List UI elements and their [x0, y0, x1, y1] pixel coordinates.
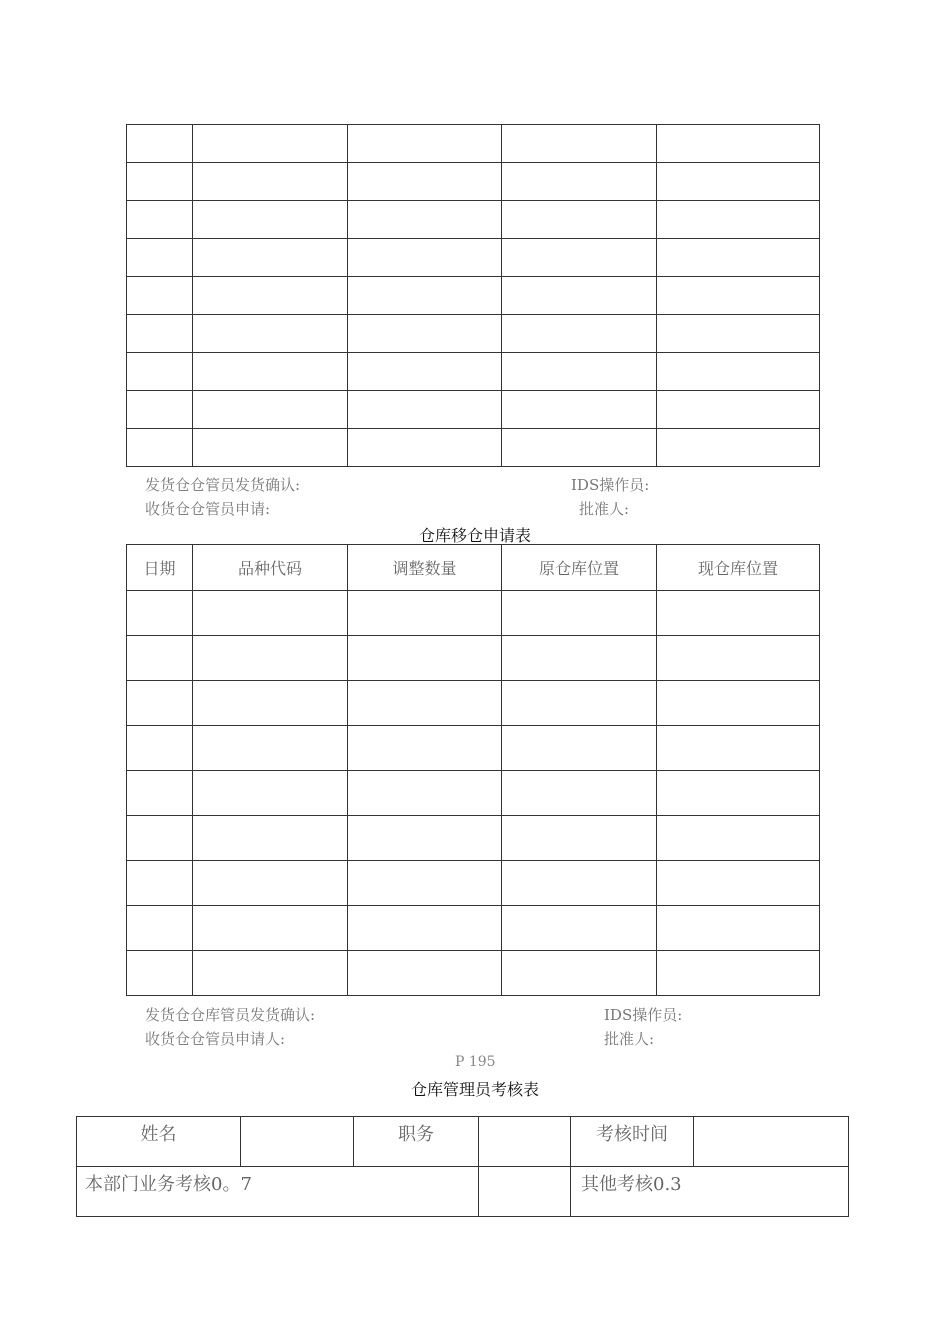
approver-label-2: 批准人:: [604, 1030, 655, 1048]
table-row: [127, 239, 820, 277]
table-cell: [348, 315, 502, 353]
table-cell: [348, 429, 502, 467]
table-cell: [657, 277, 820, 315]
shipment-table: [126, 124, 820, 467]
table-cell: [348, 163, 502, 201]
table-row: [127, 951, 820, 996]
table-cell: [657, 951, 820, 996]
table-row: [127, 353, 820, 391]
table-cell: [193, 201, 348, 239]
header-current-location: 现仓库位置: [657, 545, 820, 591]
table-cell: [502, 771, 657, 816]
table-row: [127, 391, 820, 429]
table-cell: [502, 951, 657, 996]
transfer-form-title: 仓库移仓申请表: [418, 526, 531, 545]
table-cell: [502, 726, 657, 771]
table-row: [127, 636, 820, 681]
table-cell: [657, 861, 820, 906]
table-row: [127, 315, 820, 353]
table-cell: [348, 951, 502, 996]
name-value-cell: [241, 1117, 354, 1167]
table-cell: [348, 861, 502, 906]
table-cell: [502, 353, 657, 391]
table-cell: [348, 681, 502, 726]
header-item-code: 品种代码: [193, 545, 348, 591]
table-cell: [502, 391, 657, 429]
table-cell: [502, 861, 657, 906]
table-header-row: [127, 545, 820, 591]
table-cell: [502, 636, 657, 681]
approver-label: 批准人:: [579, 500, 630, 518]
table-cell: [657, 315, 820, 353]
table-cell: [657, 816, 820, 861]
table-cell: [348, 816, 502, 861]
table-cell: [193, 951, 348, 996]
table-row: [127, 861, 820, 906]
table-row: [127, 163, 820, 201]
table-cell: [348, 771, 502, 816]
page-number: P 195: [455, 1054, 496, 1070]
table-cell: [127, 315, 193, 353]
table-cell: [193, 163, 348, 201]
assessment-form-title: 仓库管理员考核表: [410, 1080, 539, 1099]
table-cell: [127, 591, 193, 636]
table-cell: [502, 816, 657, 861]
table-cell: [657, 353, 820, 391]
table-cell: [193, 816, 348, 861]
table-cell: [127, 861, 193, 906]
table-cell: [127, 906, 193, 951]
table-cell: [193, 771, 348, 816]
receiver-applicant-label: 收货仓仓管员申请人:: [145, 1030, 286, 1048]
table-cell: [127, 163, 193, 201]
table-cell: [193, 429, 348, 467]
table-cell: [193, 681, 348, 726]
table-cell: [193, 906, 348, 951]
table-cell: [657, 591, 820, 636]
table-cell: [127, 391, 193, 429]
table-cell: [127, 429, 193, 467]
table-cell: [657, 429, 820, 467]
table-cell: [348, 906, 502, 951]
table-cell: [348, 125, 502, 163]
warehouse-shipper-confirm-label: 发货仓仓库管员发货确认:: [145, 1006, 316, 1024]
shipper-confirm-label: 发货仓仓管员发货确认:: [145, 476, 301, 494]
table-cell: [502, 681, 657, 726]
table-cell: [657, 391, 820, 429]
dept-assessment-label: 本部门业务考核0。7: [77, 1167, 479, 1217]
table-row: [127, 201, 820, 239]
transfer-table: [126, 544, 820, 996]
table-cell: [348, 277, 502, 315]
table-row: [127, 816, 820, 861]
table-cell: [127, 353, 193, 391]
table-cell: [657, 681, 820, 726]
table-row: [127, 429, 820, 467]
table-cell: [502, 315, 657, 353]
table-cell: [502, 277, 657, 315]
dept-assessment-value-cell: [479, 1167, 571, 1217]
ids-operator-label: IDS操作员:: [571, 476, 650, 494]
receiver-request-label: 收货仓仓管员申请:: [145, 500, 271, 518]
table-row: [127, 726, 820, 771]
table-cell: [502, 201, 657, 239]
table-cell: [127, 951, 193, 996]
table-row: [127, 906, 820, 951]
assessment-table: [76, 1116, 849, 1217]
table-cell: [502, 163, 657, 201]
table-cell: [348, 591, 502, 636]
table-cell: [193, 353, 348, 391]
table-cell: [502, 239, 657, 277]
table-cell: [657, 906, 820, 951]
table-cell: [502, 591, 657, 636]
table-row: [77, 1167, 849, 1217]
table-row: [127, 277, 820, 315]
header-original-location: 原仓库位置: [502, 545, 657, 591]
table-cell: [657, 201, 820, 239]
table-cell: [502, 906, 657, 951]
position-label: 职务: [354, 1117, 479, 1167]
table-cell: [348, 353, 502, 391]
table-cell: [193, 391, 348, 429]
table-cell: [127, 125, 193, 163]
table-cell: [657, 726, 820, 771]
table-cell: [127, 816, 193, 861]
table-cell: [348, 726, 502, 771]
table-cell: [127, 277, 193, 315]
other-assessment-label: 其他考核0.3: [571, 1167, 849, 1217]
table-cell: [127, 239, 193, 277]
table-cell: [657, 125, 820, 163]
header-adjust-qty: 调整数量: [348, 545, 502, 591]
table-cell: [502, 429, 657, 467]
table-cell: [657, 163, 820, 201]
table-cell: [193, 726, 348, 771]
table-row: [127, 771, 820, 816]
table-cell: [657, 239, 820, 277]
table-cell: [127, 771, 193, 816]
table-row: [127, 125, 820, 163]
table-cell: [193, 591, 348, 636]
header-date: 日期: [127, 545, 193, 591]
table-row: [77, 1117, 849, 1167]
table-cell: [127, 201, 193, 239]
table-cell: [193, 861, 348, 906]
table-cell: [193, 125, 348, 163]
table-cell: [657, 771, 820, 816]
assessment-time-value-cell: [694, 1117, 849, 1167]
table-cell: [193, 239, 348, 277]
table-cell: [348, 201, 502, 239]
table-cell: [348, 391, 502, 429]
table-cell: [127, 681, 193, 726]
table-row: [127, 681, 820, 726]
table-cell: [348, 636, 502, 681]
table-cell: [657, 636, 820, 681]
ids-operator-label-2: IDS操作员:: [604, 1006, 683, 1024]
name-label: 姓名: [77, 1117, 241, 1167]
table-cell: [193, 277, 348, 315]
position-value-cell: [479, 1117, 571, 1167]
table-cell: [193, 636, 348, 681]
table-cell: [127, 636, 193, 681]
table-row: [127, 591, 820, 636]
table-cell: [502, 125, 657, 163]
table-cell: [127, 726, 193, 771]
table-cell: [193, 315, 348, 353]
table-cell: [348, 239, 502, 277]
assessment-time-label: 考核时间: [571, 1117, 694, 1167]
